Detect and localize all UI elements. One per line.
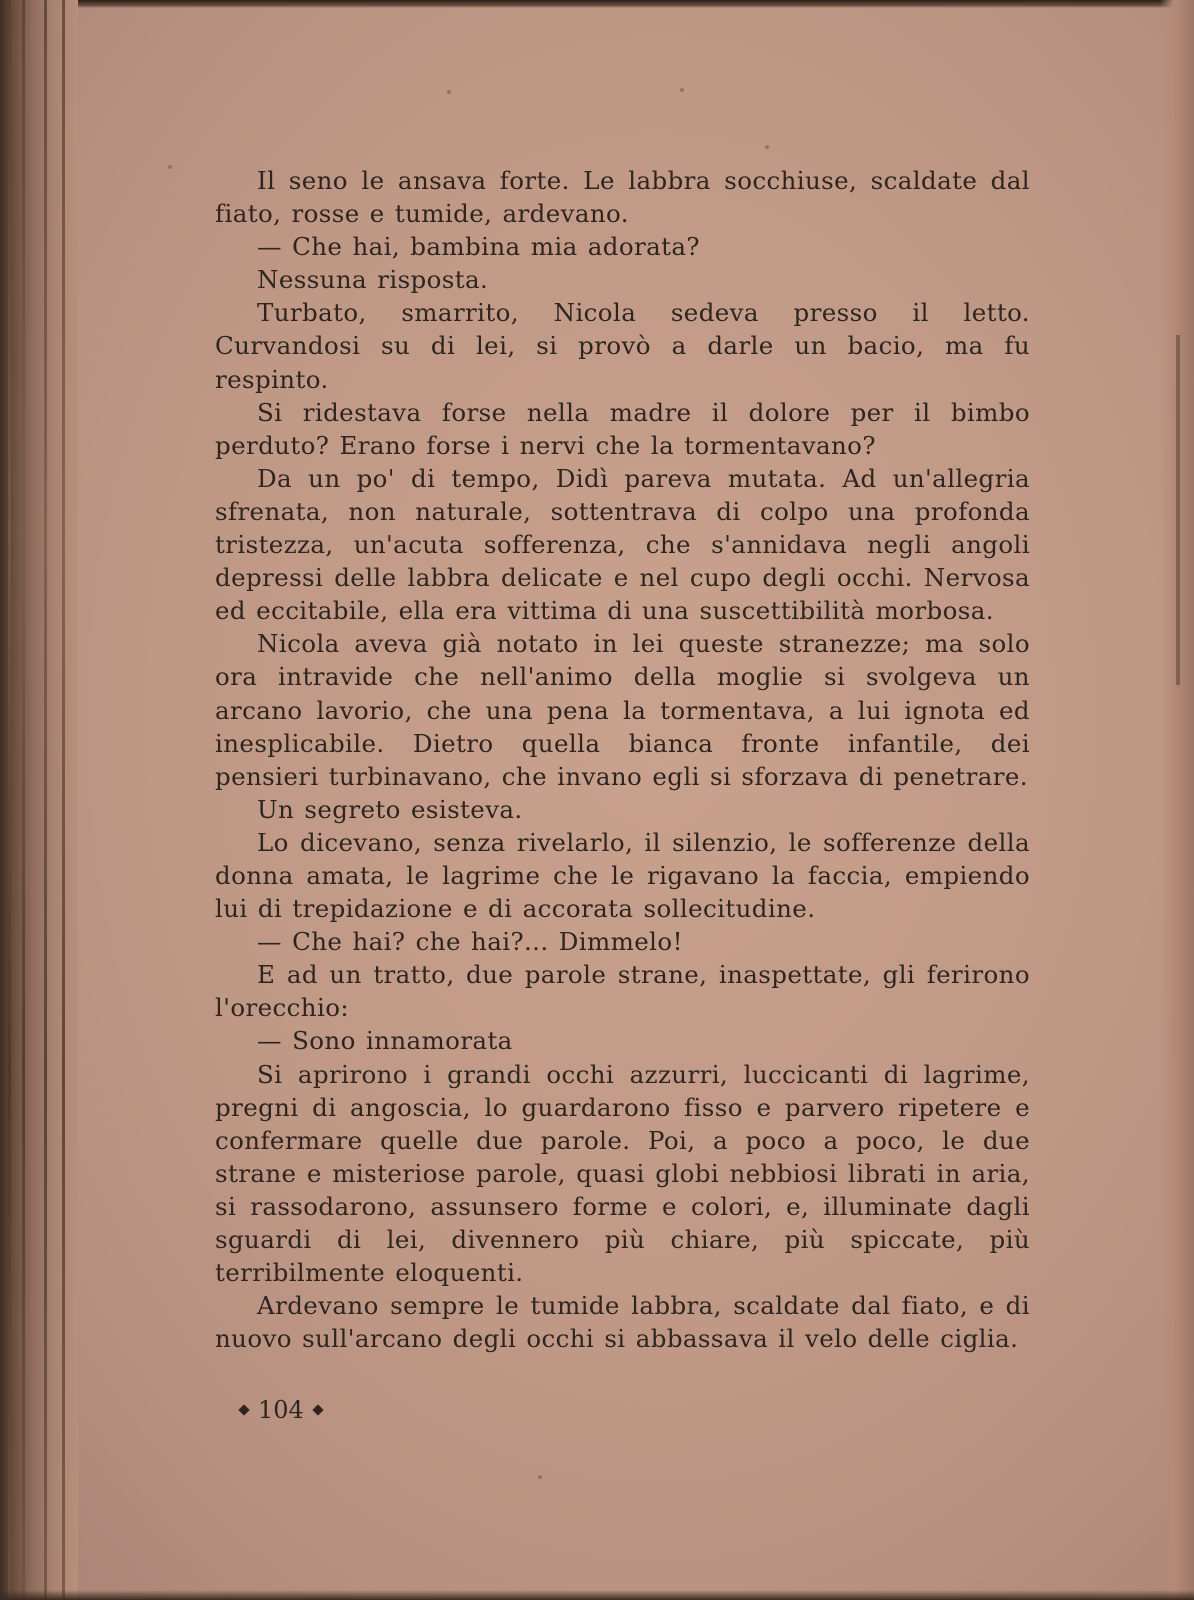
- binding-ridge: [22, 0, 25, 1600]
- paper-speck: [538, 1475, 542, 1479]
- book-binding: [0, 0, 78, 1600]
- paragraph: Lo dicevano, senza rivelarlo, il silenzio, le sofferenze della donna amata, le lagrime che le rigavano la faccia, empiendo lui di trepidazione e di accorata sollecitudine.: [215, 827, 1030, 924]
- diamond-ornament-icon: [238, 1404, 249, 1415]
- paragraph: E ad un tratto, due parole strane, inaspettate, gli ferirono l'orecchio:: [215, 960, 1030, 1023]
- paragraph: Si ridestava forse nella madre il dolore per il bimbo perduto? Erano forse i nervi che la tormentavano?: [215, 397, 1030, 460]
- paragraph: Un segreto esisteva.: [257, 794, 523, 824]
- paper-speck: [680, 88, 684, 92]
- page-footer: [240, 1396, 322, 1424]
- body-text: [215, 164, 1030, 1355]
- page-bottom-edge: [0, 1590, 1194, 1600]
- page-right-edge: [1160, 0, 1194, 1600]
- paragraph: — Che hai, bambina mia adorata?: [257, 232, 700, 262]
- paper-speck: [447, 90, 451, 94]
- paragraph: — Sono innamorata: [257, 1026, 513, 1056]
- paragraph: Nicola aveva già notato in lei queste stranezze; ma solo ora intravide che nell'animo della moglie si svolgeva un arcano lavorio, che una pena la tormentava, a lui ignota ed inesplicabile. Dietro quella bianca fronte infantile, dei pensieri turbinavano, che invano egli si sforzava di penetrare.: [215, 629, 1030, 791]
- paragraph: Ardevano sempre le tumide labbra, scaldate dal fiato, e di nuovo sull'arcano degli occhi si abbassava il velo delle ciglia.: [215, 1291, 1030, 1354]
- paragraph: Turbato, smarrito, Nicola sedeva presso il letto. Curvandosi su di lei, si provò a darle un bacio, ma fu respinto.: [215, 298, 1030, 394]
- paragraph: Il seno le ansava forte. Le labbra socchiuse, scaldate dal fiato, rosse e tumide, ardevano.: [215, 166, 1030, 229]
- paragraph: Nessuna risposta.: [257, 265, 489, 295]
- page-top-edge: [0, 0, 1194, 8]
- binding-ridge: [62, 0, 65, 1600]
- paragraph: — Che hai? che hai?... Dimmelo!: [257, 927, 683, 957]
- binding-ridge: [44, 0, 47, 1600]
- paragraph: Si aprirono i grandi occhi azzurri, luccicanti di lagrime, pregni di angoscia, lo guardarono fisso e parvero ripetere e confermare quelle due parole. Poi, a poco a poco, le due strane e misteriose parole, quasi globi nebbiosi librati in aria, si rassodarono, assunsero forme e colori, e, illuminate dagli sguardi di lei, divennero più chiare, più spiccate, più terribilmente eloquenti.: [215, 1059, 1030, 1288]
- binding-ridge: [8, 0, 11, 1600]
- page-number: 104: [258, 1396, 304, 1424]
- paragraph: Da un po' di tempo, Didì pareva mutata. Ad un'allegria sfrenata, non naturale, sottentrava di colpo una profonda tristezza, un'acuta sofferenza, che s'annidava negli angoli depressi delle labbra delicate e nel cupo degli occhi. Nervosa ed eccitabile, ella era vittima di una suscettibilità morbosa.: [215, 463, 1030, 626]
- diamond-ornament-icon: [312, 1404, 323, 1415]
- paper-speck: [168, 165, 172, 169]
- page-edge-mark: [1176, 335, 1180, 685]
- paper-speck: [765, 145, 769, 149]
